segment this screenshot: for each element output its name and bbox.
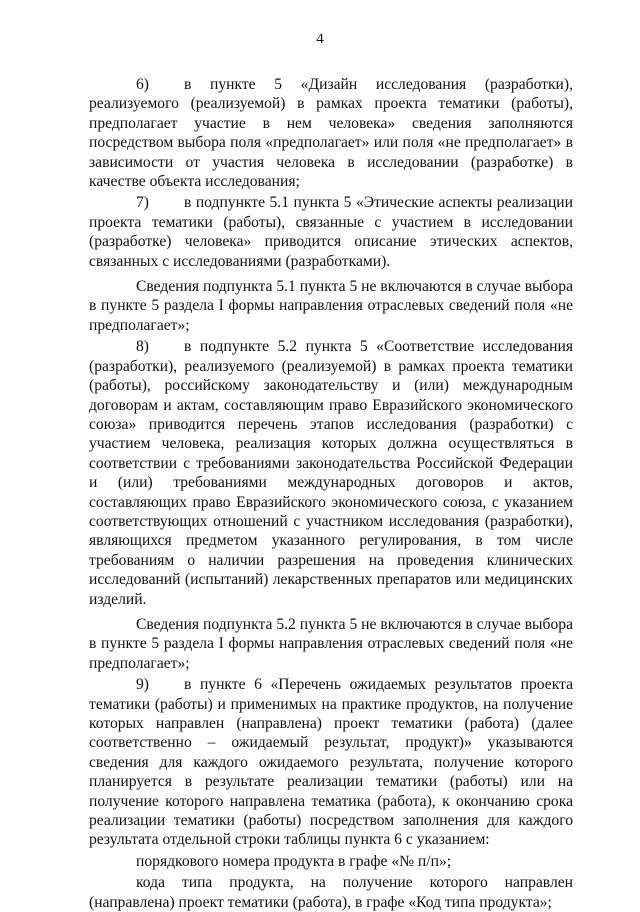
paragraph-text: в пункте 5 «Дизайн исследования (разработки), реализуемого (реализуемой) в рамках проекта тематики (работы), предполагает участие в нем человека» сведения заполняются посредством выбора поля «предполагает» или поля «не предполагает» в зависимости от участия человека в исследовании (разработке) в качестве объекта исследования; [89,76,573,191]
paragraph-sub-type-code [89,873,573,912]
paragraph-text: Сведения подпункта 5.1 пункта 5 не включаются в случае выбора в пункте 5 раздела I формы направления отраслевых сведений поля «не предполагает»; [89,278,573,334]
page-number: 4 [316,31,324,47]
paragraph-text: в пункте 6 «Перечень ожидаемых результатов проекта тематики (работы) и применимых на практике продуктов, на получение которых направлен (направлена) проект тематики (работа) (далее соответственно – ожидаемый результат, продукт)» указываются сведения для каждого ожидаемого результата, получение которого планируется в результате реализации тематики (работы) или на получение которого направлена тематика (работа), к окончанию срока реализации тематики (работы) посредством заполнения для каждого результата отдельной строки таблицы пункта 6 с указанием: [89,676,573,849]
paragraph-text: в подпункте 5.1 пункта 5 «Этические аспекты реализации проекта тематики (работы), связанные с участием в исследовании (разработке) человека» приводится описание этических аспектов, связанных с исследованиями (разработками). [89,194,573,270]
paragraph-sub-number [89,852,573,871]
paragraph-text: Сведения подпункта 5.2 пункта 5 не включаются в случае выбора в пункте 5 раздела I формы направления отраслевых сведений поля «не предполагает»; [89,615,573,672]
paragraph-item-6 [89,75,573,191]
paragraph-item-8 [89,337,573,609]
paragraph-text: порядкового номера продукта в графе «№ п/п»; [136,852,452,870]
paragraph-item-7 [89,193,573,271]
paragraph-number: 7) [136,194,149,212]
document-body [89,75,573,912]
paragraph-number: 9) [136,676,149,694]
paragraph-text: кода типа продукта, на получение которого направлен (направлена) проект тематики (работа), в графе «Код типа продукта»; [89,874,573,911]
paragraph-number: 8) [136,338,149,356]
paragraph-item-9 [89,675,573,850]
paragraph-number: 6) [136,76,149,93]
paragraph-note-5-1 [89,277,573,335]
paragraph-text: в подпункте 5.2 пункта 5 «Соответствие исследования (разработки), реализуемого (реализуемой) в рамках проекта тематики (работы), российскому законодательству и (или) международным договорам и актам, составляющим право Евразийского экономического союза» приводится перечень этапов исследования (разработки) с участием человека, реализация которых должна осуществляться в соответствии с требованиями законодательства Российской Федерации и (или) требованиями международных договоров и актов, составляющих право Евразийского экономического союза, с указанием соответствующих отношений с участником исследования (разработки), являющихся предметом указанного регулирования, в том числе требованиям о наличии разрешения на проведения клинических исследований (испытаний) лекарственных препаратов или медицинских изделий. [89,338,573,608]
paragraph-note-5-2 [89,615,573,673]
